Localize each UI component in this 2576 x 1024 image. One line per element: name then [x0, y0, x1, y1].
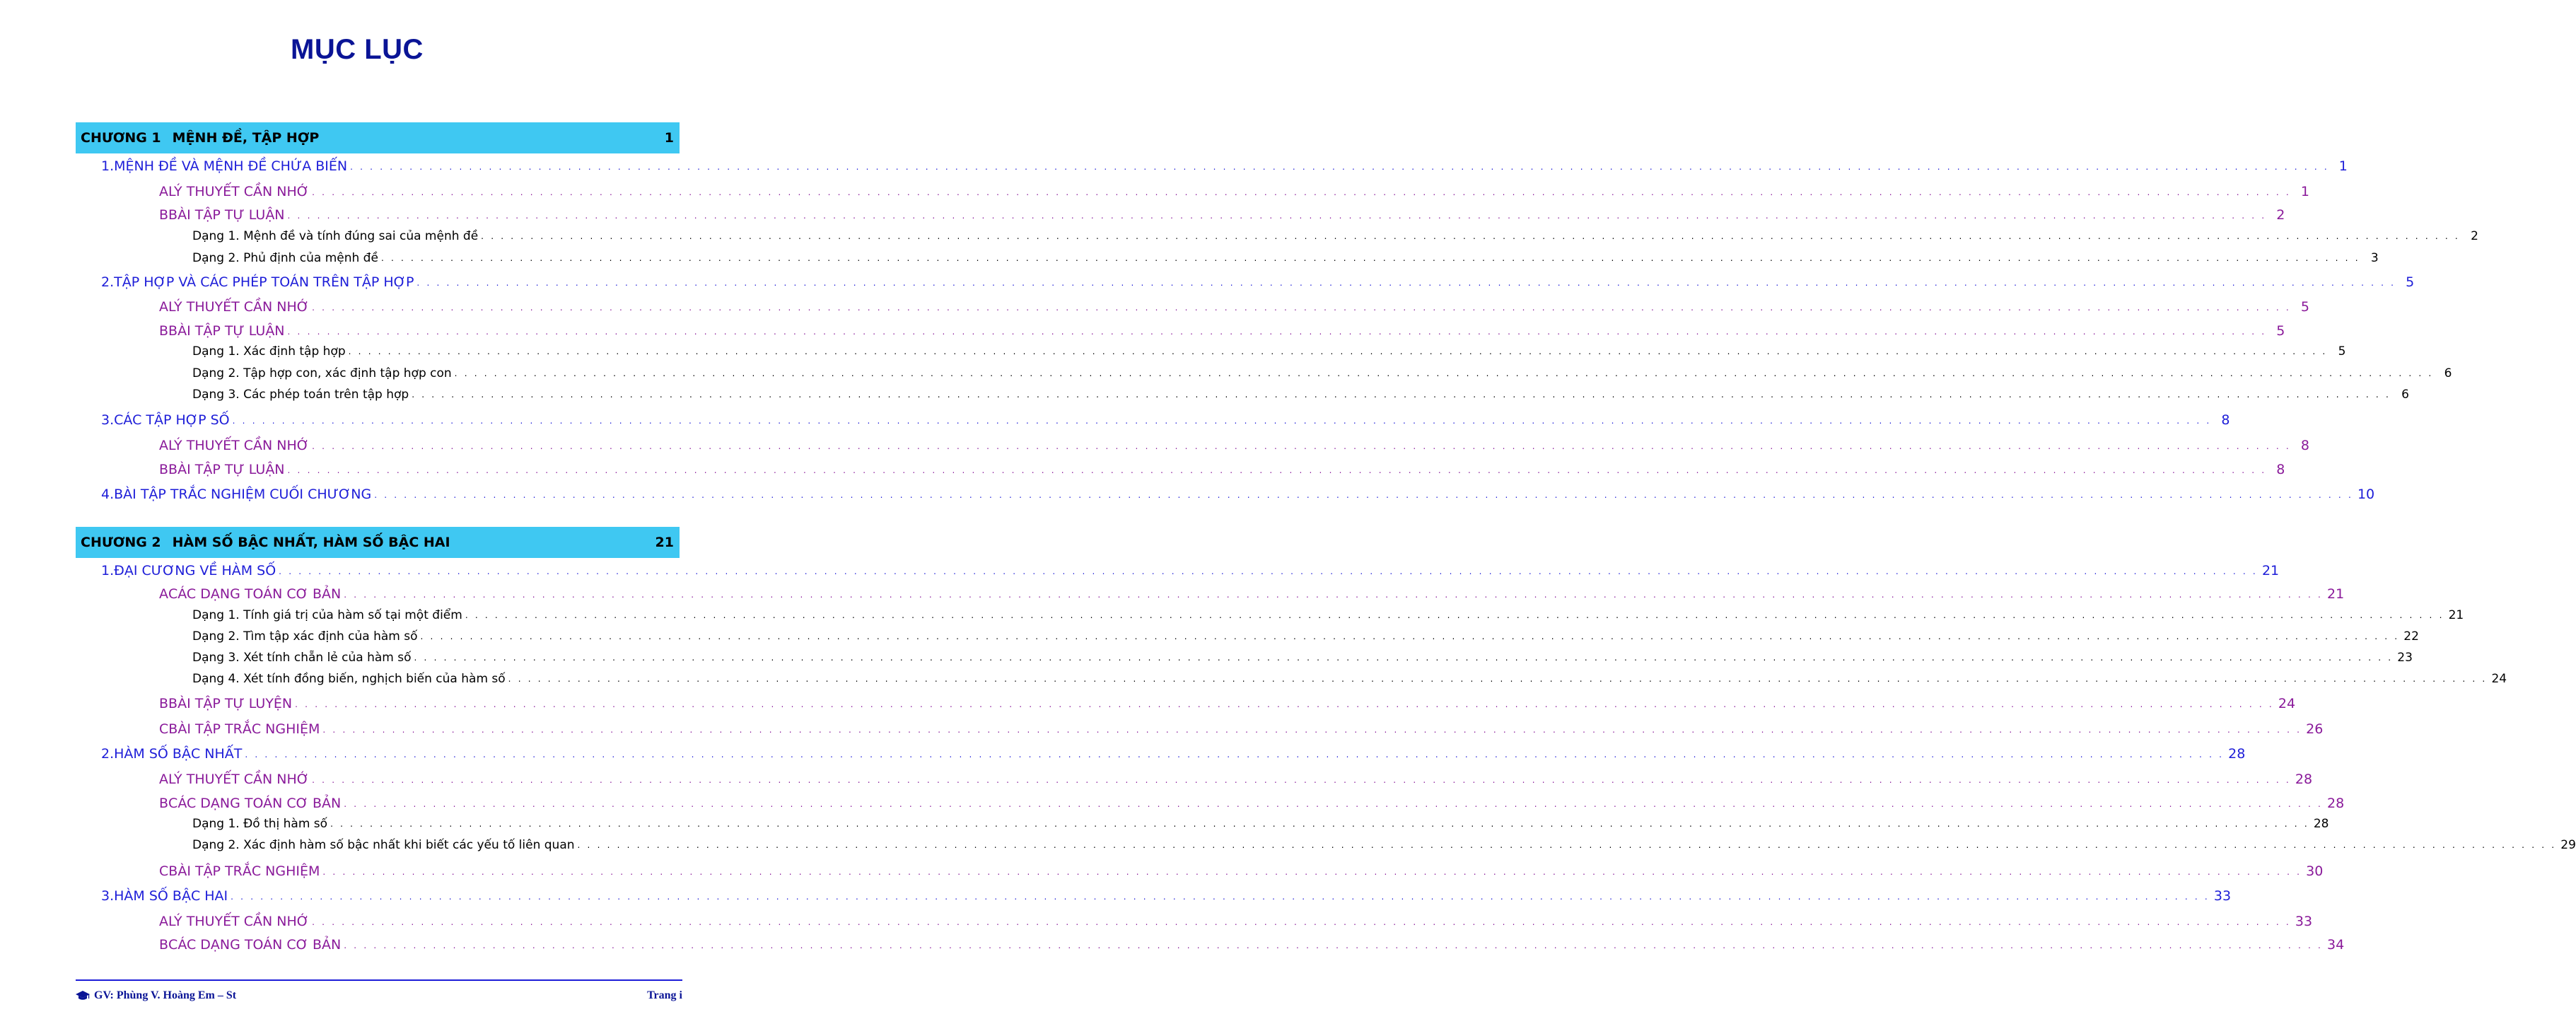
graduation-cap-icon — [76, 990, 90, 1001]
toc-entry-number: C — [159, 721, 169, 737]
toc-entry-label: BÀI TẬP TỰ LUẬN — [168, 462, 285, 477]
toc-entry-page: 5 — [2338, 344, 2346, 359]
toc-entry-label: Dạng 1. Tính giá trị của hàm số tại một điểm — [192, 608, 462, 622]
toc-entry[interactable] — [159, 184, 2309, 202]
toc-entry[interactable] — [192, 388, 2409, 406]
dot-leader: . . . . . . . . . . . . . . . . . . . . . . . . . . . . . . . . . . . . . . . . . . . . . . . . . . . . . . . . . . . . . . . . . . . . . . . . . . . . . . . . . . . . . . . . . . . . . . . . . . . . . . . . . . . . . . . . . . . . . . . . . . . . . . . . . . . . . . . . . . . . . . . . . . . . . . . . . . . . . . . . . . . . . . . . . . . . . . . . . . . . . . . . . . . . . . . . . . . . . . . . — [287, 211, 2267, 221]
toc-entry[interactable] — [159, 323, 2285, 342]
toc-entry-number: A — [159, 586, 168, 602]
toc-entry-page: 33 — [2213, 888, 2232, 904]
dot-leader: . . . . . . . . . . . . . . . . . . . . . . . . . . . . . . . . . . . . . . . . . . . . . . . . . . . . . . . . . . . . . . . . . . . . . . . . . . . . . . . . . . . . . . . . . . . . . . . . . . . . . . . . . . . . . . . . . . . . . . . . . . . . . . . . . . . . . . . . . . . . . . . . . . . . . . . . . . . . . . . . . . . . . . . . . . . . . . . . . . . . . . . . . . . . . . . . . . . . . . . . — [344, 941, 2324, 950]
chapter-page: 1 — [664, 130, 674, 146]
toc-entry-label: CÁC DẠNG TOÁN CƠ BẢN — [168, 796, 342, 811]
page-title: MỤC LỤC — [291, 34, 424, 65]
toc-entry-page: 28 — [2313, 817, 2329, 831]
toc-entry-label: Dạng 2. Xác định hàm số bậc nhất khi biết các yếu tố liên quan — [192, 838, 575, 852]
toc-entry-number: B — [159, 937, 169, 953]
dot-leader: . . . . . . . . . . . . . . . . . . . . . . . . . . . . . . . . . . . . . . . . . . . . . . . . . . . . . . . . . . . . . . . . . . . . . . . . . . . . . . . . . . . . . . . . . . . . . . . . . . . . . . . . . . . . . . . . . . . . . . . . . . . . . . . . . . . . . . . . . . . . . . . . . . . . . . . . . . . . . . . . . . . . . . . . . . . . . . . . . . . . . . . . . . . . . . . . . . . . . . . . — [350, 162, 2329, 172]
dot-leader: . . . . . . . . . . . . . . . . . . . . . . . . . . . . . . . . . . . . . . . . . . . . . . . . . . . . . . . . . . . . . . . . . . . . . . . . . . . . . . . . . . . . . . . . . . . . . . . . . . . . . . . . . . . . . . . . . . . . . . . . . . . . . . . . . . . . . . . . . . . . . . . . . . . . . . . . . . . . . . . . . . . . . . . . . . . . . . . . . . . . . . . . . . . . . . . . . . . . . . . . — [330, 819, 2309, 829]
dot-leader: . . . . . . . . . . . . . . . . . . . . . . . . . . . . . . . . . . . . . . . . . . . . . . . . . . . . . . . . . . . . . . . . . . . . . . . . . . . . . . . . . . . . . . . . . . . . . . . . . . . . . . . . . . . . . . . . . . . . . . . . . . . . . . . . . . . . . . . . . . . . . . . . . . . . . . . . . . . . . . . . . . . . . . . . . . . . . . . . . . . . . . . . . . . . . . . . . . . . . . . . — [481, 231, 2460, 241]
toc-entry-number: 3. — [101, 888, 115, 904]
toc-entry-page: 24 — [2278, 696, 2296, 711]
toc-entry[interactable] — [159, 299, 2309, 318]
toc-entry-label: CÁC DẠNG TOÁN CƠ BẢN — [168, 586, 342, 602]
dot-leader: . . . . . . . . . . . . . . . . . . . . . . . . . . . . . . . . . . . . . . . . . . . . . . . . . . . . . . . . . . . . . . . . . . . . . . . . . . . . . . . . . . . . . . . . . . . . . . . . . . . . . . . . . . . . . . . . . . . . . . . . . . . . . . . . . . . . . . . . . . . . . . . . . . . . . . . . . . . . . . . . . . . . . . . . . . . . . . . . . . . . . . . . . . . . . . . . . . . . . . . . — [279, 566, 2258, 576]
dot-leader: . . . . . . . . . . . . . . . . . . . . . . . . . . . . . . . . . . . . . . . . . . . . . . . . . . . . . . . . . . . . . . . . . . . . . . . . . . . . . . . . . . . . . . . . . . . . . . . . . . . . . . . . . . . . . . . . . . . . . . . . . . . . . . . . . . . . . . . . . . . . . . . . . . . . . . . . . . . . . . . . . . . . . . . . . . . . . . . . . . . . . . . . . . . . . . . . . . . . . . . . — [416, 278, 2396, 288]
chapter-1-header[interactable] — [76, 122, 680, 153]
toc-entry-label: LÝ THUYẾT CẦN NHỚ — [168, 772, 310, 787]
dot-leader: . . . . . . . . . . . . . . . . . . . . . . . . . . . . . . . . . . . . . . . . . . . . . . . . . . . . . . . . . . . . . . . . . . . . . . . . . . . . . . . . . . . . . . . . . . . . . . . . . . . . . . . . . . . . . . . . . . . . . . . . . . . . . . . . . . . . . . . . . . . . . . . . . . . . . . . . . . . . . . . . . . . . . . . . . . . . . . . . . . . . . . . . . . . . . . . . . . . . . . . . — [287, 465, 2267, 475]
toc-entry-page: 6 — [2401, 388, 2409, 402]
dot-leader: . . . . . . . . . . . . . . . . . . . . . . . . . . . . . . . . . . . . . . . . . . . . . . . . . . . . . . . . . . . . . . . . . . . . . . . . . . . . . . . . . . . . . . . . . . . . . . . . . . . . . . . . . . . . . . . . . . . . . . . . . . . . . . . . . . . . . . . . . . . . . . . . . . . . . . . . . . . . . . . . . . . . . . . . . . . . . . . . . . . . . . . . . . . . . . . . . . . . . . . . — [312, 775, 2291, 785]
toc-entry[interactable] — [192, 366, 2452, 385]
chapter-page: 21 — [655, 535, 674, 550]
toc-entry-label: Dạng 4. Xét tính đồng biến, nghịch biến của hàm số — [192, 672, 506, 686]
toc-entry[interactable] — [159, 863, 2324, 882]
toc-entry-number: A — [159, 772, 168, 787]
toc-entry-number: B — [159, 796, 169, 811]
toc-entry[interactable] — [192, 608, 2464, 627]
toc-entry-page: 1 — [2300, 184, 2309, 199]
toc-entry-page: 23 — [2397, 651, 2413, 665]
toc-entry-page: 24 — [2491, 672, 2507, 686]
toc-entry-page: 2 — [2276, 207, 2285, 223]
dot-leader: . . . . . . . . . . . . . . . . . . . . . . . . . . . . . . . . . . . . . . . . . . . . . . . . . . . . . . . . . . . . . . . . . . . . . . . . . . . . . . . . . . . . . . . . . . . . . . . . . . . . . . . . . . . . . . . . . . . . . . . . . . . . . . . . . . . . . . . . . . . . . . . . . . . . . . . . . . . . . . . . . . . . . . . . . . . . . . . . . . . . . . . . . . . . . . . . . . . . . . . . — [231, 892, 2210, 902]
footer-rule — [76, 979, 682, 981]
toc-entry-number: B — [159, 323, 169, 339]
toc-entry-label: Dạng 2. Tập hợp con, xác định tập hợp con — [192, 366, 452, 380]
toc-entry-label: HÀM SỐ BẬC NHẤT — [114, 746, 243, 762]
dot-leader: . . . . . . . . . . . . . . . . . . . . . . . . . . . . . . . . . . . . . . . . . . . . . . . . . . . . . . . . . . . . . . . . . . . . . . . . . . . . . . . . . . . . . . . . . . . . . . . . . . . . . . . . . . . . . . . . . . . . . . . . . . . . . . . . . . . . . . . . . . . . . . . . . . . . . . . . . . . . . . . . . . . . . . . . . . . . . . . . . . . . . . . . . . . . . . . . . . . . . . . . — [508, 674, 2488, 684]
toc-entry-page: 8 — [2276, 462, 2285, 477]
dot-leader: . . . . . . . . . . . . . . . . . . . . . . . . . . . . . . . . . . . . . . . . . . . . . . . . . . . . . . . . . . . . . . . . . . . . . . . . . . . . . . . . . . . . . . . . . . . . . . . . . . . . . . . . . . . . . . . . . . . . . . . . . . . . . . . . . . . . . . . . . . . . . . . . . . . . . . . . . . . . . . . . . . . . . . . . . . . . . . . . . . . . . . . . . . . . . . . . . . . . . . . . — [374, 490, 2353, 500]
dot-leader: . . . . . . . . . . . . . . . . . . . . . . . . . . . . . . . . . . . . . . . . . . . . . . . . . . . . . . . . . . . . . . . . . . . . . . . . . . . . . . . . . . . . . . . . . . . . . . . . . . . . . . . . . . . . . . . . . . . . . . . . . . . . . . . . . . . . . . . . . . . . . . . . . . . . . . . . . . . . . . . . . . . . . . . . . . . . . . . . . . . . . . . . . . . . . . . . . . . . . . . . — [414, 653, 2394, 663]
toc-entry[interactable] — [159, 696, 2296, 714]
toc-entry-page: 28 — [2295, 772, 2313, 787]
dot-leader: . . . . . . . . . . . . . . . . . . . . . . . . . . . . . . . . . . . . . . . . . . . . . . . . . . . . . . . . . . . . . . . . . . . . . . . . . . . . . . . . . . . . . . . . . . . . . . . . . . . . . . . . . . . . . . . . . . . . . . . . . . . . . . . . . . . . . . . . . . . . . . . . . . . . . . . . . . . . . . . . . . . . . . . . . . . . . . . . . . . . . . . . . . . . . . . . . . . . . . . . — [295, 699, 2274, 709]
toc-entry[interactable] — [192, 672, 2507, 690]
toc-entry-page: 1 — [2338, 158, 2348, 174]
toc-entry-page: 30 — [2306, 863, 2324, 879]
toc-entry-label: CÁC DẠNG TOÁN CƠ BẢN — [168, 937, 342, 953]
dot-leader: . . . . . . . . . . . . . . . . . . . . . . . . . . . . . . . . . . . . . . . . . . . . . . . . . . . . . . . . . . . . . . . . . . . . . . . . . . . . . . . . . . . . . . . . . . . . . . . . . . . . . . . . . . . . . . . . . . . . . . . . . . . . . . . . . . . . . . . . . . . . . . . . . . . . . . . . . . . . . . . . . . . . . . . . . . . . . . . . . . . . . . . . . . . . . . . . . . . . . . . . — [312, 917, 2291, 927]
toc-entry-page: 29 — [2560, 838, 2576, 852]
toc-entry-label: BÀI TẬP TRẮC NGHIỆM — [168, 863, 320, 879]
toc-entry[interactable] — [101, 487, 2375, 505]
dot-leader: . . . . . . . . . . . . . . . . . . . . . . . . . . . . . . . . . . . . . . . . . . . . . . . . . . . . . . . . . . . . . . . . . . . . . . . . . . . . . . . . . . . . . . . . . . . . . . . . . . . . . . . . . . . . . . . . . . . . . . . . . . . . . . . . . . . . . . . . . . . . . . . . . . . . . . . . . . . . . . . . . . . . . . . . . . . . . . . . . . . . . . . . . . . . . . . . . . . . . . . . — [465, 610, 2444, 620]
dot-leader: . . . . . . . . . . . . . . . . . . . . . . . . . . . . . . . . . . . . . . . . . . . . . . . . . . . . . . . . . . . . . . . . . . . . . . . . . . . . . . . . . . . . . . . . . . . . . . . . . . . . . . . . . . . . . . . . . . . . . . . . . . . . . . . . . . . . . . . . . . . . . . . . . . . . . . . . . . . . . . . . . . . . . . . . . . . . . . . . . . . . . . . . . . . . . . . . . . . . . . . . — [312, 303, 2291, 313]
toc-entry-page: 34 — [2327, 937, 2345, 953]
toc-entry-number: A — [159, 184, 168, 199]
toc-entry-label: Dạng 1. Đồ thị hàm số — [192, 817, 328, 831]
toc-entry-label: Dạng 1. Mệnh đề và tính đúng sai của mệnh đề — [192, 229, 479, 243]
toc-entry-label: LÝ THUYẾT CẦN NHỚ — [168, 299, 310, 315]
dot-leader: . . . . . . . . . . . . . . . . . . . . . . . . . . . . . . . . . . . . . . . . . . . . . . . . . . . . . . . . . . . . . . . . . . . . . . . . . . . . . . . . . . . . . . . . . . . . . . . . . . . . . . . . . . . . . . . . . . . . . . . . . . . . . . . . . . . . . . . . . . . . . . . . . . . . . . . . . . . . . . . . . . . . . . . . . . . . . . . . . . . . . . . . . . . . . . . . . . . . . . . . — [380, 253, 2360, 263]
chapter-title: HÀM SỐ BẬC NHẤT, HÀM SỐ BẬC HAI — [172, 535, 450, 550]
toc-entry-page: 3 — [2370, 251, 2379, 265]
toc-entry-label: Dạng 2. Phủ định của mệnh đề — [192, 251, 378, 265]
toc-entry[interactable] — [159, 438, 2309, 456]
chapter-label: CHƯƠNG 2 — [81, 535, 161, 550]
footer-page-label: Trang i — [647, 989, 682, 1001]
toc-entry[interactable] — [192, 651, 2413, 669]
toc-entry[interactable] — [101, 888, 2232, 907]
toc-entry-label: LÝ THUYẾT CẦN NHỚ — [168, 438, 310, 453]
toc-entry[interactable] — [159, 796, 2345, 814]
toc-entry-label: BÀI TẬP TRẮC NGHIỆM — [168, 721, 320, 737]
toc-entry[interactable] — [192, 817, 2329, 835]
toc-entry[interactable] — [101, 158, 2348, 177]
toc-entry-page: 21 — [2448, 608, 2464, 622]
toc-entry-label: CÁC TẬP HỢP SỐ — [114, 412, 230, 428]
toc-entry-label: TẬP HỢP VÀ CÁC PHÉP TOÁN TRÊN TẬP HỢP — [114, 274, 414, 290]
toc-entry[interactable] — [101, 746, 2246, 764]
toc-entry-number: 4. — [101, 487, 115, 502]
dot-leader: . . . . . . . . . . . . . . . . . . . . . . . . . . . . . . . . . . . . . . . . . . . . . . . . . . . . . . . . . . . . . . . . . . . . . . . . . . . . . . . . . . . . . . . . . . . . . . . . . . . . . . . . . . . . . . . . . . . . . . . . . . . . . . . . . . . . . . . . . . . . . . . . . . . . . . . . . . . . . . . . . . . . . . . . . . . . . . . . . . . . . . . . . . . . . . . . . . . . . . . . — [322, 725, 2302, 735]
toc-entry-number: B — [159, 462, 169, 477]
dot-leader: . . . . . . . . . . . . . . . . . . . . . . . . . . . . . . . . . . . . . . . . . . . . . . . . . . . . . . . . . . . . . . . . . . . . . . . . . . . . . . . . . . . . . . . . . . . . . . . . . . . . . . . . . . . . . . . . . . . . . . . . . . . . . . . . . . . . . . . . . . . . . . . . . . . . . . . . . . . . . . . . . . . . . . . . . . . . . . . . . . . . . . . . . . . . . . . . . . . . . . . . — [312, 187, 2291, 197]
toc-entry-page: 5 — [2276, 323, 2285, 339]
toc-entry-page: 8 — [2221, 412, 2230, 428]
toc-entry[interactable] — [192, 838, 2576, 856]
dot-leader: . . . . . . . . . . . . . . . . . . . . . . . . . . . . . . . . . . . . . . . . . . . . . . . . . . . . . . . . . . . . . . . . . . . . . . . . . . . . . . . . . . . . . . . . . . . . . . . . . . . . . . . . . . . . . . . . . . . . . . . . . . . . . . . . . . . . . . . . . . . . . . . . . . . . . . . . . . . . . . . . . . . . . . . . . . . . . . . . . . . . . . . . . . . . . . . . . . . . . . . . — [412, 390, 2391, 400]
toc-entry-number: A — [159, 438, 168, 453]
toc-entry-label: Dạng 1. Xác định tập hợp — [192, 344, 346, 359]
toc-entry-page: 33 — [2295, 914, 2313, 929]
toc-entry-page: 26 — [2306, 721, 2324, 737]
toc-entry-label: BÀI TẬP TỰ LUYỆN — [168, 696, 293, 711]
toc-entry-page: 6 — [2444, 366, 2452, 380]
toc-entry-page: 22 — [2403, 629, 2419, 644]
toc-entry-number: A — [159, 914, 168, 929]
toc-entry[interactable] — [192, 629, 2419, 648]
toc-entry-label: LÝ THUYẾT CẦN NHỚ — [168, 914, 310, 929]
toc-entry[interactable] — [101, 274, 2415, 293]
toc-entry[interactable] — [101, 412, 2230, 431]
toc-entry-number: 1. — [101, 158, 115, 174]
toc-entry[interactable] — [192, 251, 2379, 269]
toc-entry-number: 2. — [101, 274, 115, 290]
toc-entry[interactable] — [159, 772, 2313, 790]
toc-entry-label: Dạng 3. Xét tính chẵn lẻ của hàm số — [192, 651, 412, 665]
toc-entry-page: 5 — [2300, 299, 2309, 315]
toc-entry-page: 28 — [2228, 746, 2246, 762]
dot-leader: . . . . . . . . . . . . . . . . . . . . . . . . . . . . . . . . . . . . . . . . . . . . . . . . . . . . . . . . . . . . . . . . . . . . . . . . . . . . . . . . . . . . . . . . . . . . . . . . . . . . . . . . . . . . . . . . . . . . . . . . . . . . . . . . . . . . . . . . . . . . . . . . . . . . . . . . . . . . . . . . . . . . . . . . . . . . . . . . . . . . . . . . . . . . . . . . . . . . . . . . — [344, 590, 2323, 600]
dot-leader: . . . . . . . . . . . . . . . . . . . . . . . . . . . . . . . . . . . . . . . . . . . . . . . . . . . . . . . . . . . . . . . . . . . . . . . . . . . . . . . . . . . . . . . . . . . . . . . . . . . . . . . . . . . . . . . . . . . . . . . . . . . . . . . . . . . . . . . . . . . . . . . . . . . . . . . . . . . . . . . . . . . . . . . . . . . . . . . . . . . . . . . . . . . . . . . . . . . . . . . . — [245, 750, 2225, 760]
dot-leader: . . . . . . . . . . . . . . . . . . . . . . . . . . . . . . . . . . . . . . . . . . . . . . . . . . . . . . . . . . . . . . . . . . . . . . . . . . . . . . . . . . . . . . . . . . . . . . . . . . . . . . . . . . . . . . . . . . . . . . . . . . . . . . . . . . . . . . . . . . . . . . . . . . . . . . . . . . . . . . . . . . . . . . . . . . . . . . . . . . . . . . . . . . . . . . . . . . . . . . . . — [577, 840, 2557, 850]
toc-entry-number: 3. — [101, 412, 115, 428]
toc-entry-label: MỆNH ĐỀ VÀ MỆNH ĐỀ CHỨA BIẾN — [114, 158, 348, 174]
toc-entry-label: Dạng 2. Tìm tập xác định của hàm số — [192, 629, 418, 644]
toc-entry-page: 8 — [2300, 438, 2309, 453]
dot-leader: . . . . . . . . . . . . . . . . . . . . . . . . . . . . . . . . . . . . . . . . . . . . . . . . . . . . . . . . . . . . . . . . . . . . . . . . . . . . . . . . . . . . . . . . . . . . . . . . . . . . . . . . . . . . . . . . . . . . . . . . . . . . . . . . . . . . . . . . . . . . . . . . . . . . . . . . . . . . . . . . . . . . . . . . . . . . . . . . . . . . . . . . . . . . . . . . . . . . . . . . — [232, 416, 2212, 426]
dot-leader: . . . . . . . . . . . . . . . . . . . . . . . . . . . . . . . . . . . . . . . . . . . . . . . . . . . . . . . . . . . . . . . . . . . . . . . . . . . . . . . . . . . . . . . . . . . . . . . . . . . . . . . . . . . . . . . . . . . . . . . . . . . . . . . . . . . . . . . . . . . . . . . . . . . . . . . . . . . . . . . . . . . . . . . . . . . . . . . . . . . . . . . . . . . . . . . . . . . . . . . . — [287, 327, 2267, 337]
toc-entry-number: 1. — [101, 563, 115, 578]
dot-leader: . . . . . . . . . . . . . . . . . . . . . . . . . . . . . . . . . . . . . . . . . . . . . . . . . . . . . . . . . . . . . . . . . . . . . . . . . . . . . . . . . . . . . . . . . . . . . . . . . . . . . . . . . . . . . . . . . . . . . . . . . . . . . . . . . . . . . . . . . . . . . . . . . . . . . . . . . . . . . . . . . . . . . . . . . . . . . . . . . . . . . . . . . . . . . . . . . . . . . . . . — [454, 368, 2434, 378]
toc-entry-number: 2. — [101, 746, 115, 762]
dot-leader: . . . . . . . . . . . . . . . . . . . . . . . . . . . . . . . . . . . . . . . . . . . . . . . . . . . . . . . . . . . . . . . . . . . . . . . . . . . . . . . . . . . . . . . . . . . . . . . . . . . . . . . . . . . . . . . . . . . . . . . . . . . . . . . . . . . . . . . . . . . . . . . . . . . . . . . . . . . . . . . . . . . . . . . . . . . . . . . . . . . . . . . . . . . . . . . . . . . . . . . . — [420, 632, 2400, 641]
toc-entry-label: HÀM SỐ BẬC HAI — [114, 888, 228, 904]
toc-entry[interactable] — [159, 721, 2324, 740]
toc-entry-number: A — [159, 299, 168, 315]
toc-entry-page: 21 — [2261, 563, 2280, 578]
toc-entry[interactable] — [101, 563, 2280, 581]
toc-entry-label: Dạng 3. Các phép toán trên tập hợp — [192, 388, 409, 402]
dot-leader: . . . . . . . . . . . . . . . . . . . . . . . . . . . . . . . . . . . . . . . . . . . . . . . . . . . . . . . . . . . . . . . . . . . . . . . . . . . . . . . . . . . . . . . . . . . . . . . . . . . . . . . . . . . . . . . . . . . . . . . . . . . . . . . . . . . . . . . . . . . . . . . . . . . . . . . . . . . . . . . . . . . . . . . . . . . . . . . . . . . . . . . . . . . . . . . . . . . . . . . . — [344, 799, 2324, 809]
chapter-2-header[interactable] — [76, 527, 680, 558]
toc-entry[interactable] — [159, 207, 2285, 226]
toc-entry-number: B — [159, 696, 169, 711]
footer-author-text: GV: Phùng V. Hoàng Em – St — [94, 989, 237, 1001]
toc-entry[interactable] — [159, 937, 2345, 955]
footer-author — [76, 989, 236, 1002]
toc-entry-page: 21 — [2326, 586, 2345, 602]
toc-entry-number: C — [159, 863, 169, 879]
toc-entry-number: B — [159, 207, 169, 223]
toc-entry-label: BÀI TẬP TỰ LUẬN — [168, 207, 285, 223]
toc-entry-page: 2 — [2471, 229, 2478, 243]
toc-entry-label: ĐẠI CƯƠNG VỀ HÀM SỐ — [114, 563, 276, 578]
dot-leader: . . . . . . . . . . . . . . . . . . . . . . . . . . . . . . . . . . . . . . . . . . . . . . . . . . . . . . . . . . . . . . . . . . . . . . . . . . . . . . . . . . . . . . . . . . . . . . . . . . . . . . . . . . . . . . . . . . . . . . . . . . . . . . . . . . . . . . . . . . . . . . . . . . . . . . . . . . . . . . . . . . . . . . . . . . . . . . . . . . . . . . . . . . . . . . . . . . . . . . . . — [312, 441, 2291, 451]
toc-entry[interactable] — [159, 586, 2345, 605]
toc-entry-label: LÝ THUYẾT CẦN NHỚ — [168, 184, 310, 199]
toc-entry-page: 5 — [2406, 274, 2415, 290]
toc-entry[interactable] — [159, 914, 2313, 932]
dot-leader: . . . . . . . . . . . . . . . . . . . . . . . . . . . . . . . . . . . . . . . . . . . . . . . . . . . . . . . . . . . . . . . . . . . . . . . . . . . . . . . . . . . . . . . . . . . . . . . . . . . . . . . . . . . . . . . . . . . . . . . . . . . . . . . . . . . . . . . . . . . . . . . . . . . . . . . . . . . . . . . . . . . . . . . . . . . . . . . . . . . . . . . . . . . . . . . . . . . . . . . . — [348, 347, 2328, 356]
toc-entry-label: BÀI TẬP TRẮC NGHIỆM CUỐI CHƯƠNG — [114, 487, 372, 502]
chapter-title: MỆNH ĐỀ, TẬP HỢP — [172, 130, 320, 146]
dot-leader: . . . . . . . . . . . . . . . . . . . . . . . . . . . . . . . . . . . . . . . . . . . . . . . . . . . . . . . . . . . . . . . . . . . . . . . . . . . . . . . . . . . . . . . . . . . . . . . . . . . . . . . . . . . . . . . . . . . . . . . . . . . . . . . . . . . . . . . . . . . . . . . . . . . . . . . . . . . . . . . . . . . . . . . . . . . . . . . . . . . . . . . . . . . . . . . . . . . . . . . . — [322, 867, 2302, 877]
toc-entry[interactable] — [192, 229, 2478, 248]
chapter-label: CHƯƠNG 1 — [81, 130, 161, 146]
toc-entry[interactable] — [159, 462, 2285, 480]
toc-entry-page: 10 — [2357, 487, 2375, 502]
toc-entry[interactable] — [192, 344, 2346, 363]
toc-entry-page: 28 — [2327, 796, 2345, 811]
toc-entry-label: BÀI TẬP TỰ LUẬN — [168, 323, 285, 339]
